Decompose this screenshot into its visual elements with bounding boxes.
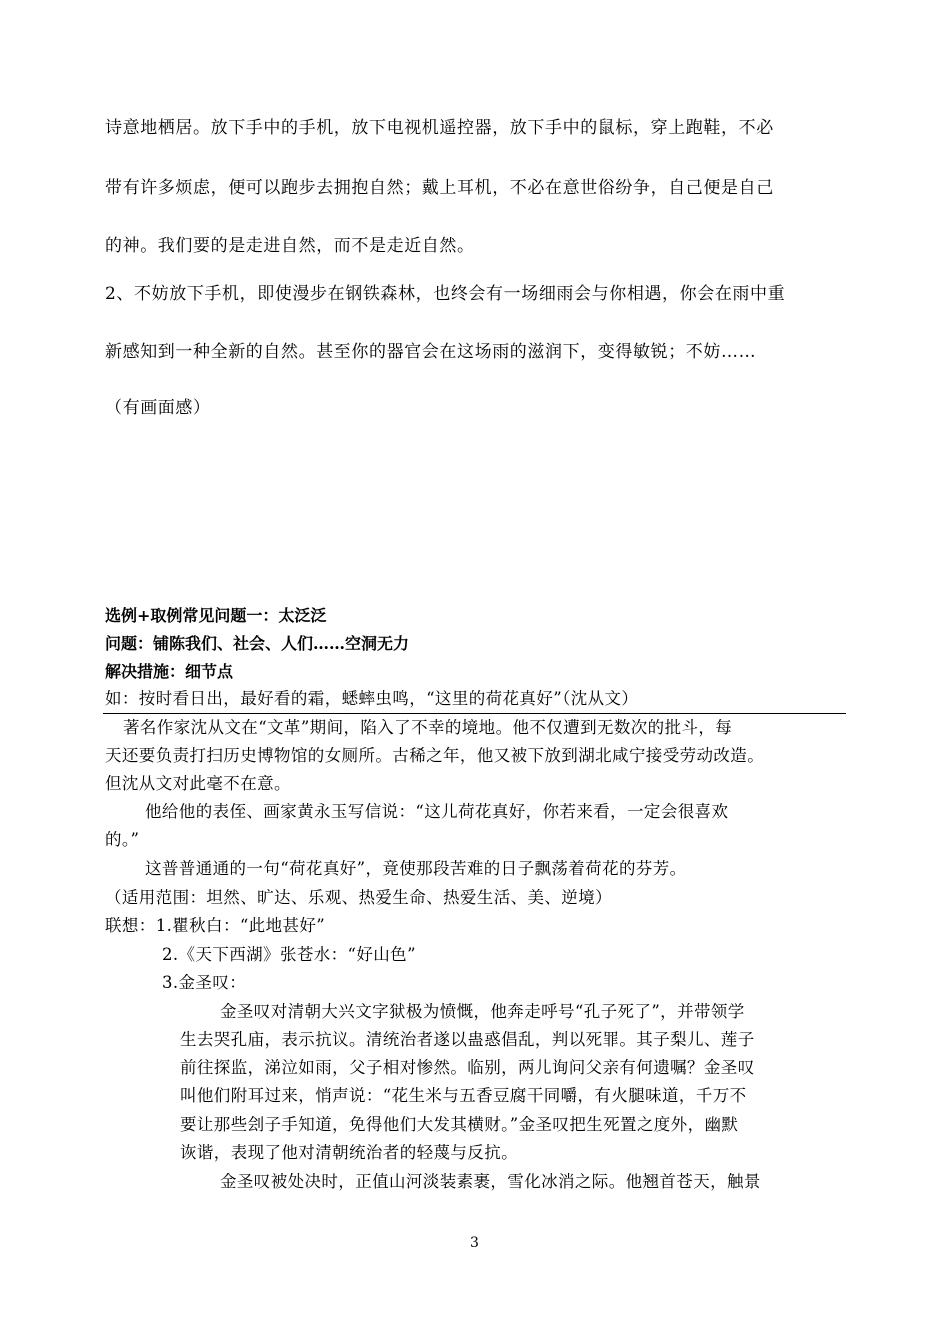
paragraph-line: 2、不妨放下手机，即使漫步在钢铁森林，也终会有一场细雨会与你相遇，你会在雨中重 (105, 284, 786, 304)
solution-heading: 解决措施：细节点 (105, 662, 234, 681)
paragraph-line: 的神。我们要的是走进自然，而不是走近自然。 (105, 236, 475, 256)
story-line: 这普普通通的一句“荷花真好”，竟使那段苦难的日子飘荡着荷花的芬芳。 (145, 859, 687, 878)
story-line: 他给他的表侄、画家黄永玉写信说：“这儿荷花真好，你若来看，一定会很喜欢 (145, 802, 729, 821)
paragraph-line: 带有许多烦虑，便可以跑步去拥抱自然；戴上耳机，不必在意世俗纷争，自己便是自己 (105, 178, 774, 198)
story-line: 天还要负责打扫历史博物馆的女厕所。古稀之年，他又被下放到湖北咸宁接受劳动改造。 (105, 746, 765, 765)
jin-line: 金圣叹对清朝大兴文字狱极为愤慨，他奔走呼号“孔子死了”，并带领学 (220, 1002, 745, 1021)
association-item: 3.金圣叹： (162, 973, 247, 992)
story-line: 的。” (105, 830, 140, 849)
paragraph-line: 新感知到一种全新的自然。甚至你的器官会在这场雨的滋润下，变得敏锐；不妨…… (105, 342, 757, 362)
jin-line: 要让那些刽子手知道，免得他们大发其横财。”金圣叹把生死置之度外，幽默 (180, 1115, 739, 1134)
paragraph-line: 诗意地栖居。放下手中的手机，放下电视机遥控器，放下手中的鼠标，穿上跑鞋，不必 (105, 118, 774, 138)
paragraph-note: （有画面感） (105, 398, 211, 418)
association-item: 2.《天下西湖》张苍水：“好山色” (162, 945, 416, 964)
problem-heading: 问题：铺陈我们、社会、人们……空洞无力 (105, 634, 410, 653)
jin-line: 叫他们附耳过来，悄声说：“花生米与五香豆腐干同嚼，有火腿味道，千万不 (180, 1086, 747, 1105)
jin-line: 生去哭孔庙，表示抗议。清统治者遂以蛊惑倡乱，判以死罪。其子梨儿、莲子 (180, 1030, 755, 1049)
page-number: 3 (470, 1235, 479, 1251)
story-line: 但沈从文对此毫不在意。 (105, 774, 291, 793)
example-line: 如：按时看日出，最好看的霜，蟋蟀虫鸣，“这里的荷花真好”（沈从文） (105, 689, 639, 708)
jin-line: 诙谐，表现了他对清朝统治者的轻蔑与反抗。 (180, 1143, 518, 1162)
jin-line: 前往探监，涕泣如雨，父子相对惨然。临别，两儿询问父亲有何遗嘱？金圣叹 (180, 1058, 755, 1077)
divider-rule (103, 713, 846, 714)
association-item: 联想：1.瞿秋白：“此地甚好” (105, 916, 326, 935)
scope-note: （适用范围：坦然、旷达、乐观、热爱生命、热爱生活、美、逆境） (105, 888, 612, 907)
section-heading: 选例+取例常见问题一：太泛泛 (105, 606, 327, 625)
story-line: 著名作家沈从文在“文革”期间，陷入了不幸的境地。他不仅遭到无数次的批斗，每 (123, 718, 733, 737)
jin-line: 金圣叹被处决时，正值山河淡装素裹，雪化冰消之际。他翘首苍天，触景 (220, 1172, 761, 1191)
